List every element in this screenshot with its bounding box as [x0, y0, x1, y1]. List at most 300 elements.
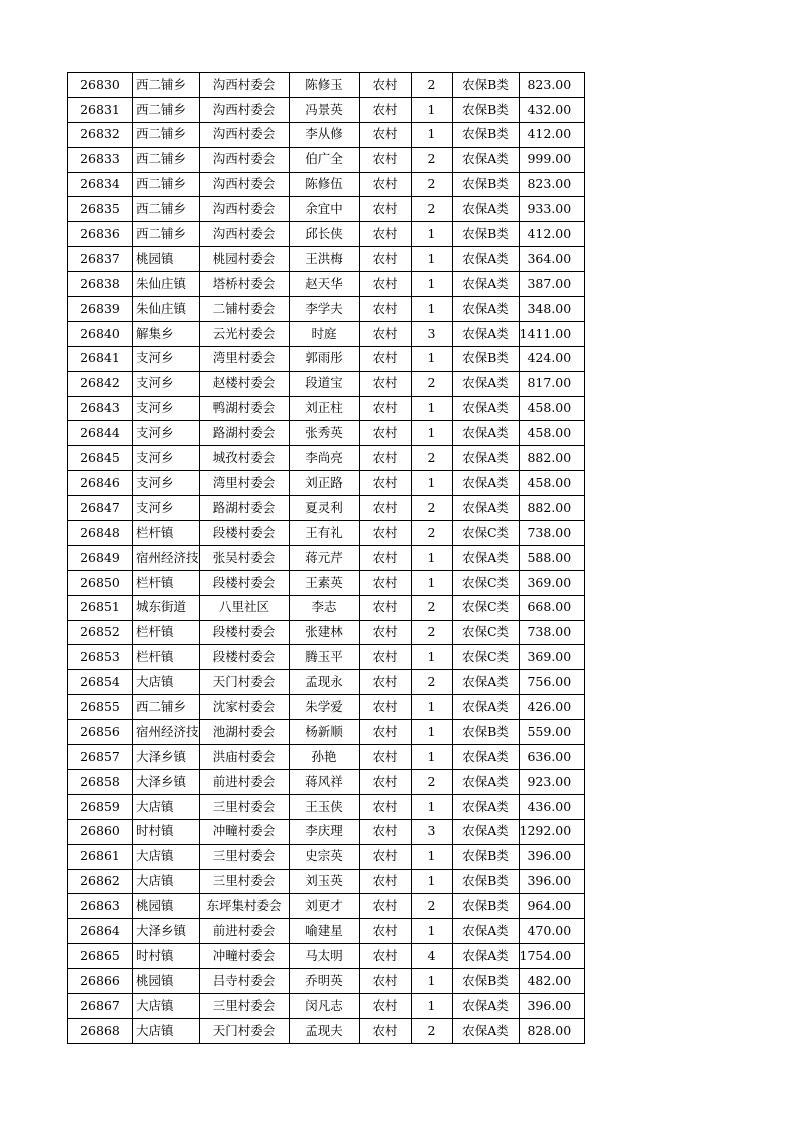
village-committee-cell: 沟西村委会	[199, 172, 289, 197]
person-name-cell: 李志	[289, 595, 359, 620]
person-count-cell: 1	[411, 794, 452, 819]
village-committee-cell: 段楼村委会	[199, 645, 289, 670]
table-row	[68, 371, 585, 396]
record-id-cell: 26868	[68, 1018, 133, 1043]
record-id-cell: 26841	[68, 346, 133, 371]
person-name-cell: 李尚亮	[289, 446, 359, 471]
amount-cell: 738.00	[519, 620, 585, 645]
household-type-cell: 农村	[359, 869, 411, 894]
person-name-cell: 张建林	[289, 620, 359, 645]
table-row	[68, 1018, 585, 1043]
record-id-cell: 26830	[68, 73, 133, 98]
insurance-category-cell: 农保A类	[452, 745, 519, 770]
township-cell: 西二铺乡	[133, 147, 200, 172]
amount-cell: 559.00	[519, 720, 585, 745]
table-row	[68, 620, 585, 645]
person-name-cell: 乔明英	[289, 969, 359, 994]
table-row	[68, 446, 585, 471]
person-count-cell: 2	[411, 595, 452, 620]
village-committee-cell: 云光村委会	[199, 321, 289, 346]
record-id-cell: 26855	[68, 695, 133, 720]
table-row	[68, 197, 585, 222]
household-type-cell: 农村	[359, 172, 411, 197]
insurance-category-cell: 农保A类	[452, 545, 519, 570]
township-cell: 时村镇	[133, 819, 200, 844]
records-table	[67, 72, 585, 1044]
record-id-cell: 26860	[68, 819, 133, 844]
household-type-cell: 农村	[359, 595, 411, 620]
amount-cell: 369.00	[519, 570, 585, 595]
person-name-cell: 王玉侠	[289, 794, 359, 819]
person-count-cell: 1	[411, 695, 452, 720]
township-cell: 西二铺乡	[133, 122, 200, 147]
person-name-cell: 余宜中	[289, 197, 359, 222]
amount-cell: 636.00	[519, 745, 585, 770]
village-committee-cell: 三里村委会	[199, 794, 289, 819]
person-name-cell: 段道宝	[289, 371, 359, 396]
township-cell: 时村镇	[133, 944, 200, 969]
household-type-cell: 农村	[359, 620, 411, 645]
household-type-cell: 农村	[359, 396, 411, 421]
table-row	[68, 496, 585, 521]
amount-cell: 458.00	[519, 396, 585, 421]
amount-cell: 396.00	[519, 844, 585, 869]
amount-cell: 738.00	[519, 521, 585, 546]
village-committee-cell: 三里村委会	[199, 993, 289, 1018]
person-name-cell: 李从修	[289, 122, 359, 147]
village-committee-cell: 城孜村委会	[199, 446, 289, 471]
household-type-cell: 农村	[359, 421, 411, 446]
table-row	[68, 595, 585, 620]
amount-cell: 470.00	[519, 919, 585, 944]
household-type-cell: 农村	[359, 496, 411, 521]
person-name-cell: 刘更才	[289, 894, 359, 919]
record-id-cell: 26838	[68, 272, 133, 297]
insurance-category-cell: 农保A类	[452, 396, 519, 421]
amount-cell: 364.00	[519, 247, 585, 272]
table-row	[68, 521, 585, 546]
record-id-cell: 26867	[68, 993, 133, 1018]
household-type-cell: 农村	[359, 297, 411, 322]
person-count-cell: 1	[411, 421, 452, 446]
household-type-cell: 农村	[359, 720, 411, 745]
person-count-cell: 1	[411, 122, 452, 147]
person-count-cell: 1	[411, 272, 452, 297]
record-id-cell: 26833	[68, 147, 133, 172]
village-committee-cell: 段楼村委会	[199, 521, 289, 546]
township-cell: 朱仙庄镇	[133, 297, 200, 322]
amount-cell: 828.00	[519, 1018, 585, 1043]
amount-cell: 1292.00	[519, 819, 585, 844]
household-type-cell: 农村	[359, 73, 411, 98]
person-name-cell: 王有礼	[289, 521, 359, 546]
village-committee-cell: 天门村委会	[199, 670, 289, 695]
table-row	[68, 471, 585, 496]
township-cell: 大店镇	[133, 794, 200, 819]
person-count-cell: 2	[411, 521, 452, 546]
person-name-cell: 孟现夫	[289, 1018, 359, 1043]
township-cell: 桃园镇	[133, 969, 200, 994]
record-id-cell: 26839	[68, 297, 133, 322]
table-row	[68, 272, 585, 297]
record-id-cell: 26866	[68, 969, 133, 994]
household-type-cell: 农村	[359, 147, 411, 172]
record-id-cell: 26834	[68, 172, 133, 197]
person-name-cell: 陈修伍	[289, 172, 359, 197]
township-cell: 支河乡	[133, 371, 200, 396]
insurance-category-cell: 农保B类	[452, 969, 519, 994]
village-committee-cell: 沟西村委会	[199, 197, 289, 222]
table-row	[68, 645, 585, 670]
record-id-cell: 26836	[68, 222, 133, 247]
table-row	[68, 969, 585, 994]
amount-cell: 1754.00	[519, 944, 585, 969]
insurance-category-cell: 农保A类	[452, 197, 519, 222]
person-name-cell: 杨新顺	[289, 720, 359, 745]
records-table-container	[67, 72, 585, 1044]
insurance-category-cell: 农保A类	[452, 471, 519, 496]
village-committee-cell: 冲疃村委会	[199, 819, 289, 844]
village-committee-cell: 湾里村委会	[199, 346, 289, 371]
township-cell: 支河乡	[133, 471, 200, 496]
insurance-category-cell: 农保A类	[452, 944, 519, 969]
record-id-cell: 26864	[68, 919, 133, 944]
table-row	[68, 695, 585, 720]
insurance-category-cell: 农保A类	[452, 695, 519, 720]
household-type-cell: 农村	[359, 844, 411, 869]
township-cell: 大店镇	[133, 869, 200, 894]
township-cell: 栏杆镇	[133, 570, 200, 595]
township-cell: 城东街道	[133, 595, 200, 620]
household-type-cell: 农村	[359, 919, 411, 944]
household-type-cell: 农村	[359, 371, 411, 396]
insurance-category-cell: 农保C类	[452, 570, 519, 595]
person-name-cell: 史宗英	[289, 844, 359, 869]
household-type-cell: 农村	[359, 894, 411, 919]
record-id-cell: 26857	[68, 745, 133, 770]
table-row	[68, 222, 585, 247]
person-name-cell: 朱学爱	[289, 695, 359, 720]
township-cell: 西二铺乡	[133, 222, 200, 247]
township-cell: 桃园镇	[133, 247, 200, 272]
household-type-cell: 农村	[359, 97, 411, 122]
household-type-cell: 农村	[359, 695, 411, 720]
person-count-cell: 1	[411, 97, 452, 122]
household-type-cell: 农村	[359, 570, 411, 595]
person-name-cell: 伯广全	[289, 147, 359, 172]
township-cell: 西二铺乡	[133, 172, 200, 197]
table-row	[68, 97, 585, 122]
household-type-cell: 农村	[359, 471, 411, 496]
record-id-cell: 26848	[68, 521, 133, 546]
records-table-body	[68, 73, 585, 1044]
record-id-cell: 26845	[68, 446, 133, 471]
insurance-category-cell: 农保A类	[452, 496, 519, 521]
insurance-category-cell: 农保B类	[452, 720, 519, 745]
household-type-cell: 农村	[359, 321, 411, 346]
table-row	[68, 73, 585, 98]
household-type-cell: 农村	[359, 222, 411, 247]
table-row	[68, 421, 585, 446]
record-id-cell: 26849	[68, 545, 133, 570]
amount-cell: 396.00	[519, 993, 585, 1018]
record-id-cell: 26842	[68, 371, 133, 396]
person-count-cell: 2	[411, 371, 452, 396]
township-cell: 支河乡	[133, 421, 200, 446]
insurance-category-cell: 农保B类	[452, 222, 519, 247]
person-count-cell: 1	[411, 247, 452, 272]
amount-cell: 387.00	[519, 272, 585, 297]
record-id-cell: 26853	[68, 645, 133, 670]
person-count-cell: 2	[411, 172, 452, 197]
insurance-category-cell: 农保A类	[452, 321, 519, 346]
village-committee-cell: 洪庙村委会	[199, 745, 289, 770]
amount-cell: 458.00	[519, 421, 585, 446]
village-committee-cell: 湾里村委会	[199, 471, 289, 496]
table-row	[68, 869, 585, 894]
village-committee-cell: 前进村委会	[199, 919, 289, 944]
household-type-cell: 农村	[359, 819, 411, 844]
amount-cell: 1411.00	[519, 321, 585, 346]
township-cell: 桃园镇	[133, 894, 200, 919]
village-committee-cell: 二铺村委会	[199, 297, 289, 322]
person-name-cell: 夏灵利	[289, 496, 359, 521]
person-name-cell: 郭雨彤	[289, 346, 359, 371]
person-count-cell: 2	[411, 73, 452, 98]
table-row	[68, 147, 585, 172]
township-cell: 支河乡	[133, 396, 200, 421]
household-type-cell: 农村	[359, 670, 411, 695]
person-count-cell: 2	[411, 446, 452, 471]
person-name-cell: 邱长侠	[289, 222, 359, 247]
person-count-cell: 1	[411, 346, 452, 371]
person-name-cell: 赵天华	[289, 272, 359, 297]
household-type-cell: 农村	[359, 969, 411, 994]
township-cell: 大店镇	[133, 844, 200, 869]
person-name-cell: 刘玉英	[289, 869, 359, 894]
insurance-category-cell: 农保B类	[452, 894, 519, 919]
person-name-cell: 李学夫	[289, 297, 359, 322]
record-id-cell: 26863	[68, 894, 133, 919]
township-cell: 西二铺乡	[133, 197, 200, 222]
township-cell: 朱仙庄镇	[133, 272, 200, 297]
person-name-cell: 时庭	[289, 321, 359, 346]
household-type-cell: 农村	[359, 745, 411, 770]
village-committee-cell: 三里村委会	[199, 844, 289, 869]
amount-cell: 882.00	[519, 496, 585, 521]
insurance-category-cell: 农保A类	[452, 446, 519, 471]
amount-cell: 436.00	[519, 794, 585, 819]
insurance-category-cell: 农保A类	[452, 993, 519, 1018]
village-committee-cell: 鸭湖村委会	[199, 396, 289, 421]
insurance-category-cell: 农保A类	[452, 272, 519, 297]
household-type-cell: 农村	[359, 944, 411, 969]
amount-cell: 412.00	[519, 122, 585, 147]
village-committee-cell: 沈家村委会	[199, 695, 289, 720]
household-type-cell: 农村	[359, 993, 411, 1018]
amount-cell: 923.00	[519, 769, 585, 794]
township-cell: 栏杆镇	[133, 521, 200, 546]
amount-cell: 432.00	[519, 97, 585, 122]
amount-cell: 369.00	[519, 645, 585, 670]
person-name-cell: 王洪梅	[289, 247, 359, 272]
record-id-cell: 26861	[68, 844, 133, 869]
record-id-cell: 26835	[68, 197, 133, 222]
person-count-cell: 2	[411, 769, 452, 794]
amount-cell: 823.00	[519, 172, 585, 197]
insurance-category-cell: 农保A类	[452, 297, 519, 322]
person-count-cell: 2	[411, 496, 452, 521]
township-cell: 西二铺乡	[133, 695, 200, 720]
household-type-cell: 农村	[359, 272, 411, 297]
insurance-category-cell: 农保A类	[452, 247, 519, 272]
village-committee-cell: 赵楼村委会	[199, 371, 289, 396]
insurance-category-cell: 农保B类	[452, 73, 519, 98]
table-row	[68, 545, 585, 570]
person-count-cell: 1	[411, 745, 452, 770]
record-id-cell: 26840	[68, 321, 133, 346]
household-type-cell: 农村	[359, 769, 411, 794]
person-name-cell: 腾玉平	[289, 645, 359, 670]
village-committee-cell: 吕寺村委会	[199, 969, 289, 994]
township-cell: 大泽乡镇	[133, 919, 200, 944]
record-id-cell: 26858	[68, 769, 133, 794]
person-count-cell: 1	[411, 993, 452, 1018]
person-count-cell: 1	[411, 869, 452, 894]
household-type-cell: 农村	[359, 122, 411, 147]
person-count-cell: 1	[411, 720, 452, 745]
person-count-cell: 2	[411, 147, 452, 172]
person-name-cell: 刘正柱	[289, 396, 359, 421]
person-name-cell: 李庆理	[289, 819, 359, 844]
person-count-cell: 1	[411, 545, 452, 570]
township-cell: 支河乡	[133, 496, 200, 521]
village-committee-cell: 沟西村委会	[199, 73, 289, 98]
amount-cell: 426.00	[519, 695, 585, 720]
person-name-cell: 陈修玉	[289, 73, 359, 98]
township-cell: 栏杆镇	[133, 645, 200, 670]
household-type-cell: 农村	[359, 794, 411, 819]
amount-cell: 482.00	[519, 969, 585, 994]
township-cell: 大泽乡镇	[133, 769, 200, 794]
record-id-cell: 26862	[68, 869, 133, 894]
insurance-category-cell: 农保B类	[452, 869, 519, 894]
village-committee-cell: 路湖村委会	[199, 496, 289, 521]
person-name-cell: 张秀英	[289, 421, 359, 446]
township-cell: 大店镇	[133, 993, 200, 1018]
record-id-cell: 26847	[68, 496, 133, 521]
record-id-cell: 26859	[68, 794, 133, 819]
township-cell: 支河乡	[133, 346, 200, 371]
person-name-cell: 刘正路	[289, 471, 359, 496]
person-name-cell: 王素英	[289, 570, 359, 595]
household-type-cell: 农村	[359, 346, 411, 371]
person-count-cell: 1	[411, 645, 452, 670]
township-cell: 栏杆镇	[133, 620, 200, 645]
village-committee-cell: 前进村委会	[199, 769, 289, 794]
insurance-category-cell: 农保A类	[452, 670, 519, 695]
record-id-cell: 26846	[68, 471, 133, 496]
insurance-category-cell: 农保B类	[452, 172, 519, 197]
village-committee-cell: 沟西村委会	[199, 122, 289, 147]
village-committee-cell: 段楼村委会	[199, 570, 289, 595]
household-type-cell: 农村	[359, 446, 411, 471]
table-row	[68, 670, 585, 695]
village-committee-cell: 张吴村委会	[199, 545, 289, 570]
township-cell: 大店镇	[133, 1018, 200, 1043]
village-committee-cell: 池湖村委会	[199, 720, 289, 745]
amount-cell: 668.00	[519, 595, 585, 620]
village-committee-cell: 沟西村委会	[199, 97, 289, 122]
table-row	[68, 720, 585, 745]
insurance-category-cell: 农保C类	[452, 521, 519, 546]
township-cell: 大店镇	[133, 670, 200, 695]
person-name-cell: 孙艳	[289, 745, 359, 770]
record-id-cell: 26844	[68, 421, 133, 446]
amount-cell: 348.00	[519, 297, 585, 322]
insurance-category-cell: 农保A类	[452, 769, 519, 794]
insurance-category-cell: 农保A类	[452, 1018, 519, 1043]
person-count-cell: 3	[411, 321, 452, 346]
insurance-category-cell: 农保B类	[452, 844, 519, 869]
insurance-category-cell: 农保A类	[452, 819, 519, 844]
township-cell: 西二铺乡	[133, 97, 200, 122]
village-committee-cell: 段楼村委会	[199, 620, 289, 645]
village-committee-cell: 冲疃村委会	[199, 944, 289, 969]
person-count-cell: 2	[411, 670, 452, 695]
insurance-category-cell: 农保B类	[452, 97, 519, 122]
person-name-cell: 孟现永	[289, 670, 359, 695]
township-cell: 支河乡	[133, 446, 200, 471]
table-row	[68, 570, 585, 595]
amount-cell: 882.00	[519, 446, 585, 471]
person-name-cell: 喻建星	[289, 919, 359, 944]
village-committee-cell: 三里村委会	[199, 869, 289, 894]
table-row	[68, 844, 585, 869]
township-cell: 西二铺乡	[133, 73, 200, 98]
amount-cell: 396.00	[519, 869, 585, 894]
person-count-cell: 1	[411, 297, 452, 322]
record-id-cell: 26854	[68, 670, 133, 695]
person-count-cell: 1	[411, 919, 452, 944]
record-id-cell: 26865	[68, 944, 133, 969]
amount-cell: 458.00	[519, 471, 585, 496]
table-row	[68, 894, 585, 919]
village-committee-cell: 东坪集村委会	[199, 894, 289, 919]
amount-cell: 823.00	[519, 73, 585, 98]
person-count-cell: 1	[411, 969, 452, 994]
village-committee-cell: 塔桥村委会	[199, 272, 289, 297]
person-count-cell: 1	[411, 471, 452, 496]
person-count-cell: 2	[411, 197, 452, 222]
table-row	[68, 745, 585, 770]
table-row	[68, 297, 585, 322]
person-count-cell: 2	[411, 894, 452, 919]
table-row	[68, 172, 585, 197]
person-count-cell: 2	[411, 1018, 452, 1043]
amount-cell: 424.00	[519, 346, 585, 371]
insurance-category-cell: 农保A类	[452, 919, 519, 944]
amount-cell: 588.00	[519, 545, 585, 570]
person-count-cell: 1	[411, 844, 452, 869]
table-row	[68, 794, 585, 819]
record-id-cell: 26851	[68, 595, 133, 620]
person-count-cell: 2	[411, 620, 452, 645]
person-count-cell: 1	[411, 570, 452, 595]
village-committee-cell: 桃园村委会	[199, 247, 289, 272]
insurance-category-cell: 农保A类	[452, 421, 519, 446]
amount-cell: 964.00	[519, 894, 585, 919]
